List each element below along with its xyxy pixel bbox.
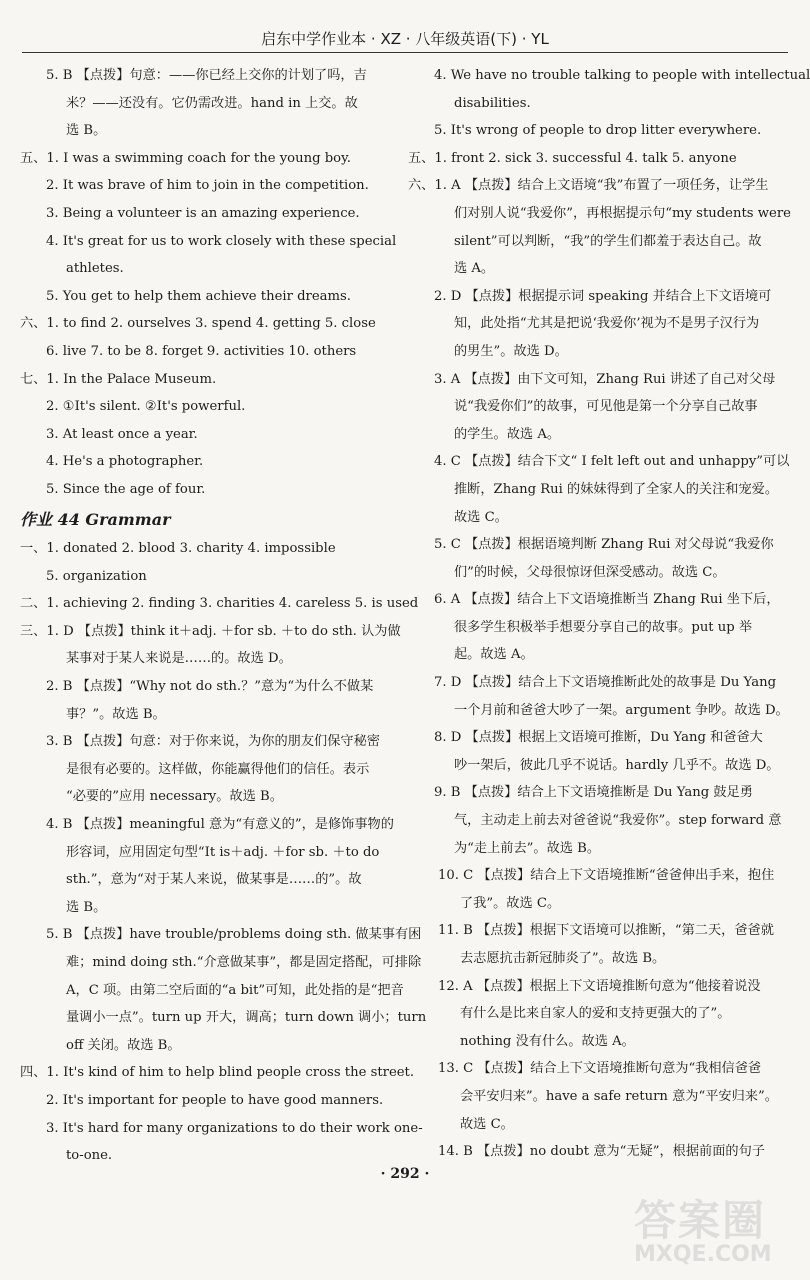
answer-line: 说“我爱你们”的故事，可见他是第一个分享自己故事 — [454, 399, 758, 415]
answer-line: 3. B 【点拨】句意：对于你来说，为你的朋友们保守秘密 — [46, 734, 380, 750]
answer-line: 4. It's great for us to work closely with these special — [46, 233, 397, 249]
answer-line: 3. It's hard for many organizations to do their work one- — [46, 1120, 423, 1136]
answer-line: 9. B 【点拨】结合上下文语境推断是 Du Yang 鼓足勇 — [434, 785, 753, 801]
answer-line: 故选 C。 — [454, 509, 508, 525]
answer-line: 三、1. D 【点拨】think it＋adj. ＋for sb. ＋to do sth. 认为做 — [20, 623, 401, 639]
answer-line: A，C 项。由第二空后面的“a bit”可知，此处指的是“把音 — [66, 982, 404, 998]
answer-line: 选 B。 — [66, 123, 107, 139]
answer-line: 是很有必要的。这样做，你能赢得他们的信任。表示 — [66, 761, 370, 777]
answer-line: 4. B 【点拨】meaningful 意为“有意义的”，是修饰事物的 — [46, 817, 394, 833]
answer-line: 5. You get to help them achieve their dreams. — [46, 288, 351, 304]
answer-line: 3. At least once a year. — [46, 426, 198, 442]
answer-line: 米？——还没有。它仍需改进。hand in 上交。故 — [66, 95, 358, 111]
answer-line: 起。故选 A。 — [454, 647, 534, 663]
answer-line: 3. Being a volunteer is an amazing experience. — [46, 205, 360, 221]
answer-line: 气，主动走上前去对爸爸说“我爱你”。step forward 意 — [454, 813, 782, 829]
answer-line: 2. It was brave of him to join in the competition. — [46, 178, 369, 194]
header-rule — [22, 52, 788, 53]
answer-line: 六、1. A 【点拨】结合上文语境“我”布置了一项任务，让学生 — [408, 178, 769, 194]
answer-line: 某事对于某人来说是……的。故选 D。 — [66, 651, 292, 667]
answer-line: 形容词，应用固定句型“It is＋adj. ＋for sb. ＋to do — [66, 844, 380, 860]
answer-line: 的学生。故选 A。 — [454, 426, 561, 442]
answer-line: 5. B 【点拨】句意：——你已经上交你的计划了吗，吉 — [46, 68, 367, 83]
answer-line: 选 B。 — [66, 899, 107, 915]
answer-line: off 关闭。故选 B。 — [66, 1037, 181, 1053]
answer-line: 8. D 【点拨】根据上文语境可推断，Du Yang 和爸爸大 — [434, 730, 763, 746]
answer-line: 五、1. I was a swimming coach for the young boy. — [20, 150, 351, 166]
answer-line: 们”的时候，父母很惊讶但深受感动。故选 C。 — [454, 564, 726, 580]
answer-line: 六、1. to find 2. ourselves 3. spend 4. getting 5. close — [20, 316, 376, 332]
answer-line: to-one. — [66, 1148, 113, 1164]
answer-line: 为“走上前去”。故选 B。 — [454, 840, 601, 856]
answer-line: “必要的”应用 necessary。故选 B。 — [66, 789, 283, 805]
answer-line: silent”可以判断，“我”的学生们都羞于表达自己。故 — [454, 233, 762, 249]
answer-line: 了我”。故选 C。 — [460, 895, 561, 911]
section-title: 作业 44 Grammar — [20, 509, 171, 529]
answer-line: 2. ①It's silent. ②It's powerful. — [46, 399, 246, 415]
answer-line: 七、1. In the Palace Museum. — [20, 371, 217, 387]
answer-line: 6. live 7. to be 8. forget 9. activities 10. others — [46, 343, 357, 359]
answer-line: 2. It's important for people to have good manners. — [46, 1092, 384, 1108]
answer-line: 3. A 【点拨】由下文可知，Zhang Rui 讲述了自己对父母 — [434, 371, 776, 387]
answer-line: 4. He's a photographer. — [46, 454, 204, 470]
answer-line: 有什么是比来自家人的爱和支持更强大的了”。 — [460, 1006, 731, 1022]
answer-line: 4. We have no trouble talking to people with intellectual — [434, 68, 810, 83]
answer-line: 们对别人说“我爱你”，再根据提示句“my students were — [454, 205, 791, 221]
answer-line: 5. C 【点拨】根据语境判断 Zhang Rui 对父母说“我爱你 — [434, 537, 774, 553]
answer-line: 4. C 【点拨】结合下文“ I felt left out and unhappy”可以 — [434, 454, 790, 470]
answer-line: 故选 C。 — [460, 1116, 514, 1132]
answer-line: 一个月前和爸爸大吵了一架。argument 争吵。故选 D。 — [454, 702, 789, 718]
answer-line: 很多学生积极举手想要分享自己的故事。put up 举 — [454, 619, 753, 635]
answer-line: 2. D 【点拨】根据提示词 speaking 并结合上下文语境可 — [434, 288, 772, 304]
answer-line: 二、1. achieving 2. finding 3. charities 4. careless 5. is used — [20, 596, 419, 612]
watermark-logo: 答案圈 MXQE.COM — [634, 1196, 772, 1267]
answer-line: 选 A。 — [454, 261, 495, 277]
answer-line: athletes. — [66, 261, 124, 277]
answer-line: 四、1. It's kind of him to help blind people cross the street. — [20, 1065, 415, 1081]
answer-line: 12. A 【点拨】根据上下文语境推断句意为“他接着说没 — [438, 978, 761, 994]
answer-line: 五、1. front 2. sick 3. successful 4. talk 5. anyone — [408, 150, 737, 166]
answer-line: 7. D 【点拨】结合上下文语境推断此处的故事是 Du Yang — [434, 675, 777, 691]
answer-line: 的男生”。故选 D。 — [454, 343, 568, 359]
answer-line: 10. C 【点拨】结合上下文语境推断“爸爸伸出手来，抱住 — [438, 868, 775, 884]
answer-line: nothing 没有什么。故选 A。 — [460, 1033, 635, 1049]
left-column — [20, 62, 427, 1170]
answer-line: 2. B 【点拨】“Why not do sth.？”意为“为什么不做某 — [46, 679, 374, 695]
answer-line: 会平安归来”。have a safe return 意为“平安归来”。 — [460, 1088, 778, 1104]
answer-line: 5. B 【点拨】have trouble/problems doing sth. 做某事有困 — [46, 927, 422, 943]
answer-line: sth.”，意为“对于某人来说，做某事是……的”。故 — [66, 872, 362, 888]
answer-line: 11. B 【点拨】根据下文语境可以推断，“第二天，爸爸就 — [438, 923, 774, 939]
answer-line: 5. organization — [46, 568, 147, 584]
answer-line: 6. A 【点拨】结合上下文语境推断当 Zhang Rui 坐下后， — [434, 592, 780, 608]
right-column — [408, 62, 810, 1166]
answer-line: 知，此处指“尤其是把说‘我爱你’视为不是男子汉行为 — [454, 316, 760, 332]
page-header: 启东中学作业本 · XZ · 八年级英语(下) · YL — [261, 30, 549, 48]
answer-line: 一、1. donated 2. blood 3. charity 4. impossible — [20, 541, 336, 557]
answer-line: 5. Since the age of four. — [46, 481, 206, 497]
answer-line: 事？”。故选 B。 — [66, 706, 166, 722]
answer-line: disabilities. — [454, 95, 531, 111]
answer-line: 吵一架后，彼此几乎不说话。hardly 几乎不。故选 D。 — [454, 757, 780, 773]
answer-line: 14. B 【点拨】no doubt 意为“无疑”，根据前面的句子 — [438, 1144, 765, 1160]
answer-line: 难；mind doing sth.“介意做某事”，都是固定搭配，可排除 — [66, 955, 422, 970]
answer-line: 13. C 【点拨】结合上下文语境推断句意为“我相信爸爸 — [438, 1061, 762, 1077]
answer-line: 5. It's wrong of people to drop litter everywhere. — [434, 123, 762, 139]
answer-line: 推断，Zhang Rui 的妹妹得到了全家人的关注和宠爱。 — [454, 481, 779, 497]
answer-line: 量调小一点”。turn up 开大，调高；turn down 调小；turn — [66, 1010, 427, 1026]
page-number: · 292 · — [380, 1166, 430, 1182]
answer-line: 去志愿抗击新冠肺炎了”。故选 B。 — [460, 951, 666, 966]
